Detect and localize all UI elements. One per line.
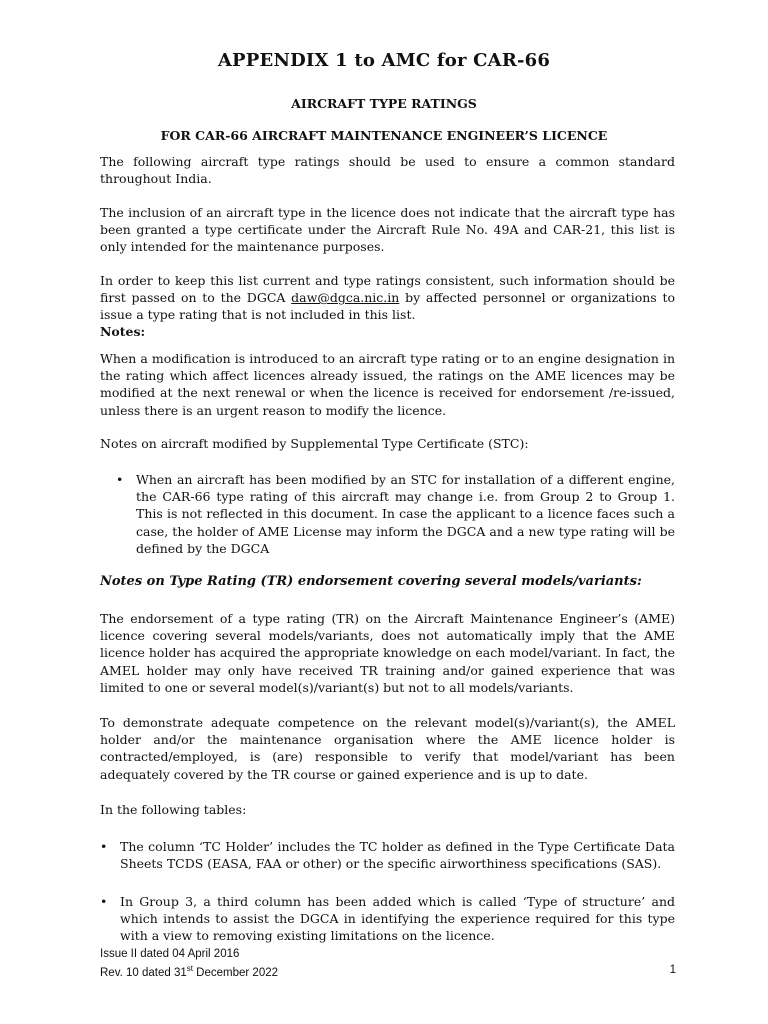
bullet-icon: • [116,472,124,487]
bullet-icon: • [100,839,108,854]
footer-rev-sup: st [186,964,193,973]
stc-notes-paragraph: Notes on aircraft modified by Supplemental Type Certificate (STC): [100,436,529,451]
contact-paragraph [100,272,675,324]
tables-intro-paragraph: In the following tables: [100,802,247,817]
inclusion-paragraph: The inclusion of an aircraft type in the licence does not indicate that the aircraft type has been granted a type certificate under the Aircraft Rule No. 49A and CAR-21, this list is only intended for the maintenance purposes. [100,205,675,255]
section-subtitle: AIRCRAFT TYPE RATINGS [291,96,477,111]
page-title: APPENDIX 1 to AMC for CAR-66 [217,50,551,71]
group3-bullet-text: In Group 3, a third column has been added which is called ‘Type of structure’ and which intends to assist the DGCA in identifying the experience required for this type with a view to removing existing limitations on the licence. [120,894,675,944]
contact-text-pre: In order to keep this list current and type ratings consistent, such information should be first passed on to the DGCA [100,273,675,306]
footer-rev-pre: Rev. 10 dated 31 [100,966,187,979]
table-bullet-item [100,893,675,945]
email-link[interactable]: daw@dgca.nic.in [291,290,400,306]
footer-revision [100,964,278,979]
table-bullet-item [100,838,675,872]
type-rating-heading: Notes on Type Rating (TR) endorsement covering several models/variants: [100,574,642,589]
footer-issue: Issue II dated 04 April 2016 [100,948,240,960]
modification-paragraph: When a modification is introduced to an aircraft type rating or to an engine designation in the rating which affect licences already issued, the ratings on the AME licences may be modified at the next renewal or when the licence is received for endorsement /re-issued, unless there is an urgent reason to modify the licence. [100,351,675,418]
intro-paragraph: The following aircraft type ratings should be used to ensure a common standard throughout India. [100,154,675,187]
footer-rev-post: December 2022 [192,966,279,979]
page-number: 1 [669,964,676,976]
tc-holder-bullet-text: The column ‘TC Holder’ includes the TC holder as defined in the Type Certificate Data Sheets TCDS (EASA, FAA or other) or the specific airworthiness specifications (SAS). [120,839,675,872]
stc-bullet-item [116,471,675,557]
stc-bullet-text: When an aircraft has been modified by an STC for installation of a different engine, the CAR-66 type rating of this aircraft may change i.e. from Group 2 to Group 1. This is not reflected in this document. In case the applicant to a licence faces such a case, the holder of AME License may inform the DGCA and a new type rating will be defined by the DGCA [136,472,675,556]
competence-paragraph: To demonstrate adequate competence on the relevant model(s)/variant(s), the AMEL holder and/or the maintenance organisation where the AME licence holder is contracted/employed, is (are) responsible to verify that model/variant has been adequately covered by the TR course or gained experience and is up to date. [100,715,675,782]
endorsement-paragraph: The endorsement of a type rating (TR) on the Aircraft Maintenance Engineer’s (AME) licence covering several models/variants, does not automatically imply that the AME licence holder has acquired the appropriate knowledge on each model/variant. In fact, the AMEL holder may only have received TR training and/or gained experience that was limited to one or several model(s)/variant(s) but not to all models/variants. [100,611,675,695]
contact-text-post: by affected personnel or organizations to issue a type rating that is not included in this list. [100,290,675,323]
section-subtitle-licence: FOR CAR-66 AIRCRAFT MAINTENANCE ENGINEER’S LICENCE [160,128,608,143]
bullet-icon: • [100,894,108,909]
notes-heading: Notes: [100,324,146,339]
